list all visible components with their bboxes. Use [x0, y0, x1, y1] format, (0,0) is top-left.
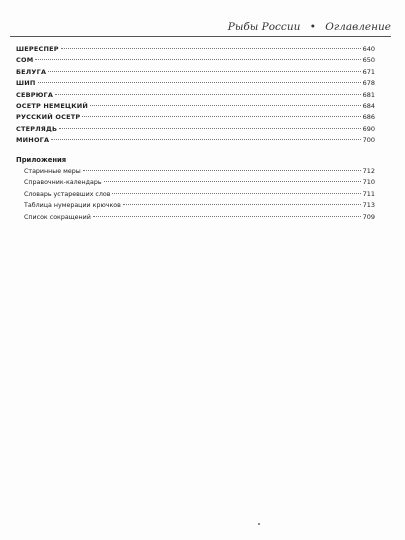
toc-entry[interactable]	[16, 90, 375, 101]
appendix-entry[interactable]	[16, 212, 375, 223]
appendix-entry[interactable]	[16, 189, 375, 200]
appendix-entry-page: 713	[362, 201, 375, 210]
toc-entry[interactable]	[16, 67, 375, 78]
leader-dots	[90, 105, 361, 106]
toc-entry-page: 700	[362, 136, 375, 145]
leader-dots	[55, 94, 360, 95]
table-of-contents	[16, 44, 375, 147]
appendix-entry-label: Список сокращений	[24, 213, 91, 221]
scan-speck	[258, 523, 260, 525]
toc-entry-label: РУССКИЙ ОСЕТР	[16, 113, 81, 122]
toc-entry-label: ШЕРЕСПЕР	[16, 45, 59, 53]
toc-entry-page: 671	[362, 67, 375, 76]
leader-dots	[48, 71, 360, 72]
leader-dots	[51, 139, 360, 140]
toc-entry-label: СТЕРЛЯДЬ	[16, 124, 58, 133]
toc-entry-page: 686	[362, 113, 375, 122]
leader-dots	[82, 116, 360, 117]
leader-dots	[123, 204, 361, 205]
leader-dots	[112, 193, 360, 194]
appendix-entry-label: Справочник-календарь	[24, 179, 102, 187]
section-title: Оглавление	[325, 21, 391, 33]
toc-entry-label: СЕВРЮГА	[16, 90, 54, 99]
appendix-entry[interactable]	[16, 177, 375, 188]
appendix-entry[interactable]	[16, 200, 375, 211]
appendix-entry-label: Словарь устаревших слов	[24, 190, 111, 198]
appendix-entry-label: Таблица нумерации крючков	[24, 202, 121, 210]
toc-entry[interactable]	[16, 101, 375, 112]
book-title: Рыбы России	[227, 21, 301, 33]
toc-entry[interactable]	[16, 124, 375, 135]
toc-entry[interactable]	[16, 135, 375, 146]
toc-entry-page: 650	[362, 56, 375, 65]
appendix-title: Приложения	[16, 156, 67, 164]
leader-dots	[59, 128, 360, 129]
toc-entry-page: 640	[362, 45, 375, 53]
running-header	[10, 18, 391, 37]
leader-dots	[93, 216, 361, 217]
toc-entry-label: МИНОГА	[16, 136, 50, 145]
appendix-entry-page: 712	[362, 167, 375, 175]
toc-entry[interactable]	[16, 112, 375, 123]
appendix-entry-page: 711	[362, 189, 375, 198]
leader-dots	[35, 59, 360, 60]
toc-entry-label: СОМ	[16, 56, 34, 65]
leader-dots	[104, 181, 361, 182]
appendix-entry[interactable]	[16, 166, 375, 177]
appendix-entry-page: 709	[362, 212, 375, 221]
toc-entry-label: БЕЛУГА	[16, 67, 47, 76]
appendix-entry-page: 710	[362, 178, 375, 187]
toc-entry-page: 678	[362, 79, 375, 88]
appendix-section	[16, 154, 375, 223]
toc-entry-page: 681	[362, 90, 375, 99]
toc-entry-label: ШИП	[16, 79, 36, 88]
toc-entry[interactable]	[16, 44, 375, 55]
header-separator: •	[309, 21, 316, 33]
leader-dots	[38, 82, 361, 83]
toc-entry[interactable]	[16, 55, 375, 66]
toc-entry[interactable]	[16, 78, 375, 89]
toc-entry-label: ОСЕТР НЕМЕЦКИЙ	[16, 101, 89, 110]
leader-dots	[61, 48, 361, 49]
appendix-entry-label: Старинные меры	[24, 168, 81, 175]
leader-dots	[83, 170, 361, 171]
toc-entry-page: 690	[362, 124, 375, 133]
toc-entry-page: 684	[362, 101, 375, 110]
